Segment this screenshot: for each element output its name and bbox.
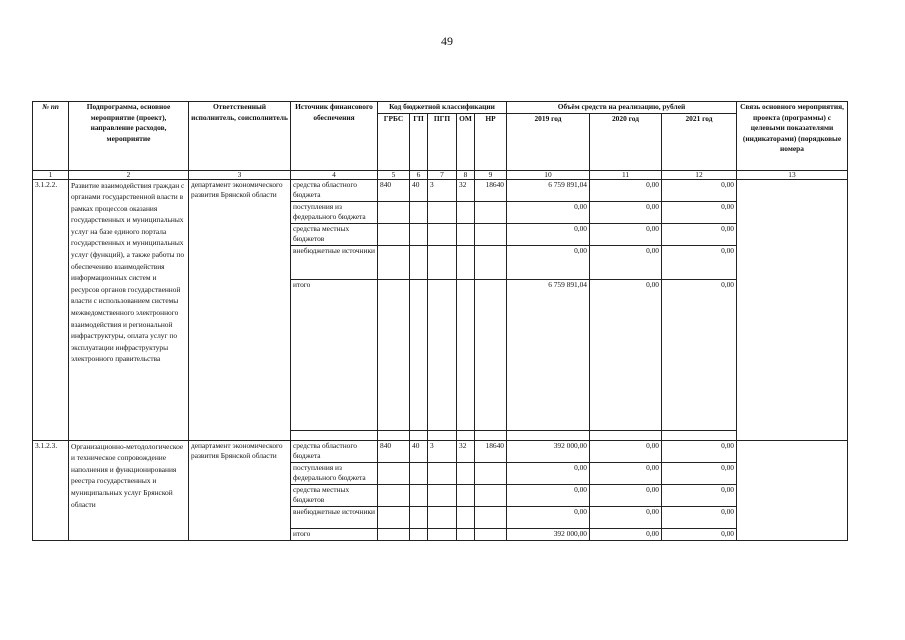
code-gp — [410, 201, 428, 223]
total-2020: 0,00 — [590, 279, 662, 430]
code-pgp — [428, 201, 457, 223]
code-pgp — [428, 506, 457, 528]
amount-2021: 0,00 — [662, 462, 737, 484]
amount-2019: 0,00 — [507, 506, 590, 528]
amount-2020: 0,00 — [590, 245, 662, 279]
amount-2020: 0,00 — [590, 201, 662, 223]
column-index: 9 — [475, 170, 507, 179]
code-nr: 18640 — [475, 440, 507, 462]
header-code-om: ОМ — [457, 113, 475, 170]
total-2021: 0,00 — [662, 279, 737, 430]
code-nr — [475, 506, 507, 528]
code-nr: 18640 — [475, 179, 507, 201]
code-om — [457, 462, 475, 484]
source-cell: средства местных бюджетов — [291, 223, 378, 245]
code-nr — [475, 484, 507, 506]
total-2021: 0,00 — [662, 528, 737, 540]
header-year-2021: 2021 год — [662, 113, 737, 170]
header-code-nr: НР — [475, 113, 507, 170]
header-code-pgp: ПГП — [428, 113, 457, 170]
code-gp — [410, 484, 428, 506]
header-link: Связь основного мероприятия, проекта (программы) с целевыми показателями (индикаторами) (порядковые номера — [737, 102, 848, 171]
item-name: Организационно-методологическое и техническое сопровождение наполнения и функционирования реестра государственных и муниципальных услуг Брянской области — [69, 440, 189, 540]
code-pgp — [428, 528, 457, 540]
header-program: Подпрограмма, основное мероприятие (проект), направление расходов, мероприятие — [69, 102, 189, 171]
column-index: 6 — [410, 170, 428, 179]
code-gp — [410, 279, 428, 430]
code-gp: 40 — [410, 440, 428, 462]
code-pgp — [428, 484, 457, 506]
amount-2020: 0,00 — [590, 223, 662, 245]
code-grbs — [378, 430, 410, 440]
source-cell: средства областного бюджета — [291, 440, 378, 462]
column-index: 5 — [378, 170, 410, 179]
header-code-grbs: ГРБС — [378, 113, 410, 170]
amount-2019: 0,00 — [507, 484, 590, 506]
code-grbs — [378, 506, 410, 528]
code-nr — [475, 528, 507, 540]
code-pgp — [428, 223, 457, 245]
code-pgp — [428, 245, 457, 279]
amount-2020 — [590, 430, 662, 440]
code-om — [457, 528, 475, 540]
table-row — [33, 440, 848, 462]
amount-2019: 392 000,00 — [507, 440, 590, 462]
header-responsible: Ответственный исполнитель, соисполнитель — [189, 102, 291, 171]
code-pgp: 3 — [428, 179, 457, 201]
source-cell: поступления из федерального бюджета — [291, 201, 378, 223]
column-index: 12 — [662, 170, 737, 179]
code-om — [457, 430, 475, 440]
link-cell — [737, 440, 848, 540]
amount-2019: 0,00 — [507, 201, 590, 223]
code-grbs: 840 — [378, 440, 410, 462]
total-2019: 392 000,00 — [507, 528, 590, 540]
header-source: Источник финансового обеспечения — [291, 102, 378, 171]
header-num: № пп — [33, 102, 69, 171]
code-grbs — [378, 528, 410, 540]
amount-2019: 6 759 891,04 — [507, 179, 590, 201]
code-nr — [475, 245, 507, 279]
table-row — [33, 179, 848, 201]
code-grbs — [378, 484, 410, 506]
total-2019: 6 759 891,04 — [507, 279, 590, 430]
amount-2019 — [507, 430, 590, 440]
code-pgp — [428, 462, 457, 484]
column-index: 8 — [457, 170, 475, 179]
amount-2021: 0,00 — [662, 506, 737, 528]
header-code-gp: ГП — [410, 113, 428, 170]
code-nr — [475, 279, 507, 430]
code-om — [457, 279, 475, 430]
amount-2019: 0,00 — [507, 223, 590, 245]
code-om — [457, 223, 475, 245]
amount-2020: 0,00 — [590, 484, 662, 506]
amount-2020: 0,00 — [590, 440, 662, 462]
code-gp — [410, 528, 428, 540]
code-gp — [410, 245, 428, 279]
code-grbs — [378, 462, 410, 484]
code-gp: 40 — [410, 179, 428, 201]
code-pgp — [428, 430, 457, 440]
column-index: 13 — [737, 170, 848, 179]
source-cell — [291, 430, 378, 440]
code-pgp: 3 — [428, 440, 457, 462]
header-year-2020: 2020 год — [590, 113, 662, 170]
code-gp — [410, 462, 428, 484]
header-volume-group: Объём средств на реализацию, рублей — [507, 102, 737, 114]
amount-2021 — [662, 430, 737, 440]
amount-2021: 0,00 — [662, 245, 737, 279]
code-om — [457, 506, 475, 528]
code-gp — [410, 430, 428, 440]
column-index: 1 — [33, 170, 69, 179]
amount-2019: 0,00 — [507, 462, 590, 484]
amount-2021: 0,00 — [662, 440, 737, 462]
source-cell: внебюджетные источники — [291, 245, 378, 279]
column-index: 3 — [189, 170, 291, 179]
header-year-2019: 2019 год — [507, 113, 590, 170]
code-nr — [475, 223, 507, 245]
amount-2020: 0,00 — [590, 179, 662, 201]
column-index: 11 — [590, 170, 662, 179]
header-code-group: Код бюджетной классификации — [378, 102, 507, 114]
code-gp — [410, 223, 428, 245]
item-number: 3.1.2.3. — [33, 440, 69, 540]
budget-table — [32, 101, 848, 541]
code-om: 32 — [457, 179, 475, 201]
code-nr — [475, 201, 507, 223]
source-cell: поступления из федерального бюджета — [291, 462, 378, 484]
code-pgp — [428, 279, 457, 430]
code-nr — [475, 462, 507, 484]
column-index: 4 — [291, 170, 378, 179]
code-grbs — [378, 223, 410, 245]
column-index: 10 — [507, 170, 590, 179]
amount-2019: 0,00 — [507, 245, 590, 279]
item-responsible: департамент экономического развития Брянской области — [189, 440, 291, 540]
amount-2020: 0,00 — [590, 462, 662, 484]
item-number: 3.1.2.2. — [33, 179, 69, 440]
code-om — [457, 201, 475, 223]
code-om — [457, 245, 475, 279]
amount-2021: 0,00 — [662, 223, 737, 245]
code-grbs — [378, 279, 410, 430]
amount-2021: 0,00 — [662, 484, 737, 506]
column-index: 7 — [428, 170, 457, 179]
amount-2020: 0,00 — [590, 506, 662, 528]
column-index: 2 — [69, 170, 189, 179]
column-index-row — [33, 170, 848, 179]
total-2020: 0,00 — [590, 528, 662, 540]
code-nr — [475, 430, 507, 440]
source-total: итого — [291, 528, 378, 540]
source-cell: внебюджетные источники — [291, 506, 378, 528]
code-om: 32 — [457, 440, 475, 462]
item-responsible: департамент экономического развития Брянской области — [189, 179, 291, 440]
amount-2021: 0,00 — [662, 179, 737, 201]
amount-2021: 0,00 — [662, 201, 737, 223]
page-number: 49 — [441, 34, 453, 48]
code-om — [457, 484, 475, 506]
source-cell: средства местных бюджетов — [291, 484, 378, 506]
source-cell: средства областного бюджета — [291, 179, 378, 201]
code-grbs: 840 — [378, 179, 410, 201]
source-total: итого — [291, 279, 378, 430]
code-gp — [410, 506, 428, 528]
code-grbs — [378, 201, 410, 223]
code-grbs — [378, 245, 410, 279]
link-cell — [737, 179, 848, 440]
item-name: Развитие взаимодействия граждан с органами государственной власти в рамках процессов оказания государственных и муниципальных услуг на базе единого портала государственных и муниципальных услуг (функций), а также работы по обеспечению взаимодействия информационных систем и ресурсов органов государственной власти с использованием системы межведомственного электронного взаимодействия и региональной инфраструктуры, оплата услуг по эксплуатации инфраструктуры электронного правительства — [69, 179, 189, 440]
